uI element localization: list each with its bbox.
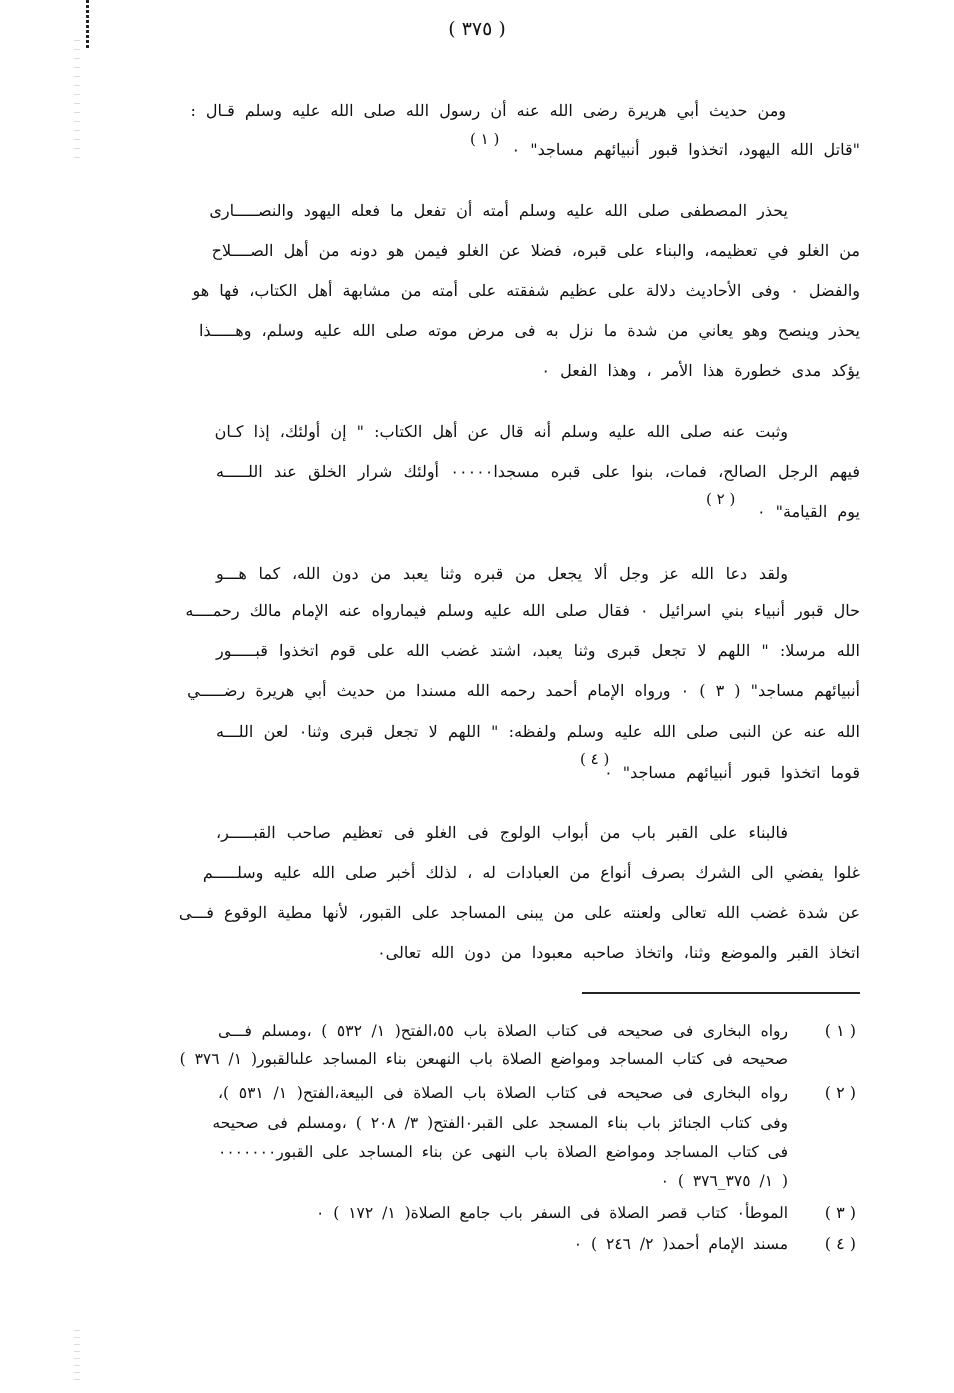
body-text-line: عن شدة غضب الله تعالى ولعنته على من يبنى المساجد على القبور، لأنها مطية الوقوع فـــى <box>178 903 860 922</box>
body-text-line: يوم القيامة" ٠ <box>756 502 860 521</box>
footnote-ref: ( ٤ ) <box>580 750 610 768</box>
scan-edge-specks <box>74 40 80 160</box>
footnote-number: ( ٢ ) <box>824 1083 856 1102</box>
footnote-text-line: رواه البخارى فى صحيحه فى كتاب الصلاة باب ٥٥،الفتح( ١/ ٥٣٢ ) ،ومسلم فـــى <box>218 1022 788 1040</box>
footnote-text-line: فى كتاب المساجد ومواضع الصلاة باب النهى عن بناء المساجد على القبور٠٠٠٠٠٠٠ <box>218 1143 788 1161</box>
body-text-line: أنبيائهم مساجد" ( ٣ ) ٠ ورواه الإمام أحمد رحمه الله مسندا من حديث أبي هريرة رضـــــي <box>187 681 860 700</box>
body-text-line: ولقد دعا الله عز وجل ألا يجعل من قبره وثنا يعبد من دون الله، كما هـــو <box>216 564 788 583</box>
body-text-line: غلوا يفضي الى الشرك بصرف أنواع من العبادات له ، لذلك أخبر صلى الله عليه وسلـــــم <box>202 863 860 882</box>
body-text-line: حال قبور أنبياء بني اسرائيل ٠ فقال صلى الله عليه وسلم فيمارواه عنه الإمام مالك رحمــــه <box>185 601 860 620</box>
footnote-ref: ( ١ ) <box>470 130 500 148</box>
footnote-number: ( ٤ ) <box>824 1234 856 1253</box>
scan-edge-specks-bottom <box>74 1330 80 1380</box>
footnote-text-line: صحيحه فى كتاب المساجد ومواضع الصلاة باب النهىعن بناء المساجد علىالقبور( ١/ ٣٧٦ ) <box>179 1050 788 1068</box>
body-text-line: والفضل ٠ وفى الأحاديث دلالة على عظيم شفقته على أمته من مشابهة أهل الكتاب، فها هو <box>192 281 860 300</box>
body-text-line: وثبت عنه صلى الله عليه وسلم أنه قال عن أهل الكتاب: " إن أولئك، إذا كـان <box>214 422 788 441</box>
footnote-text-line: ( ١/ ٣٧٥_٣٧٦ ) ٠ <box>660 1172 788 1190</box>
body-text-line: الله مرسلا: " اللهم لا تجعل قبرى وثنا يعبد، اشتد غضب الله على قوم اتخذوا قبـــــور <box>216 641 860 660</box>
body-text-line: من الغلو في تعظيمه، والبناء على قبره، فضلا عن الغلو فيمن هو دونه من أهل الصــــلاح <box>211 241 860 260</box>
body-text-line: فالبناء على القبر باب من أبواب الولوج فى الغلو فى تعظيم صاحب القبـــــر، <box>216 823 788 842</box>
body-text-line: "قاتل الله اليهود، اتخذوا قبور أنبيائهم مساجد" ٠ <box>511 140 860 159</box>
footnote-ref: ( ٢ ) <box>706 490 736 508</box>
body-text-line: اتخاذ القبر والموضع وثنا، واتخاذ صاحبه معبودا من دون الله تعالى٠ <box>377 943 860 962</box>
body-text-line: فيهم الرجل الصالح، فمات، بنوا على قبره مسجدا٠٠٠٠٠ أولئك شرار الخلق عند اللـــــه <box>216 462 860 481</box>
footnote-text-line: الموطأ٠ كتاب قصر الصلاة فى السفر باب جامع الصلاة( ١/ ١٧٢ ) ٠ <box>315 1204 788 1222</box>
body-text-line: ومن حديث أبي هريرة رضى الله عنه أن رسول الله صلى الله عليه وسلم قـال : <box>190 101 786 120</box>
page-number: ( ٣٧٥ ) <box>448 18 506 40</box>
body-text-line: يؤكد مدى خطورة هذا الأمر ، وهذا الفعل ٠ <box>541 361 860 380</box>
body-text-line: قوما اتخذوا قبور أنبيائهم مساجد" ٠ <box>604 763 860 782</box>
footnote-number: ( ١ ) <box>824 1021 856 1040</box>
footnote-text-line: مسند الإمام أحمد( ٢/ ٢٤٦ ) ٠ <box>573 1235 788 1253</box>
body-text-line: يحذر المصطفى صلى الله عليه وسلم أمته أن تفعل ما فعله اليهود والنصـــــارى <box>209 201 788 220</box>
footnote-number: ( ٣ ) <box>824 1203 856 1222</box>
footnote-text-line: وفى كتاب الجنائز باب بناء المسجد على القبر٠الفتح( ٣/ ٢٠٨ ) ،ومسلم فى صحيحه <box>212 1114 788 1132</box>
body-text-line: الله عنه عن النبى صلى الله عليه وسلم ولفظه: " اللهم لا تجعل قبرى وثنا٠ لعن اللـــه <box>216 722 861 741</box>
body-text-line: يحذر وينصح وهو يعاني من شدة ما نزل به فى مرض موته صلى الله عليه وسلم، وهـــــذا <box>198 321 860 340</box>
footnote-separator <box>582 992 860 994</box>
footnote-text-line: رواه البخارى فى صحيحه فى كتاب الصلاة باب الصلاة فى البيعة،الفتح( ١/ ٥٣١ )، <box>218 1084 789 1102</box>
